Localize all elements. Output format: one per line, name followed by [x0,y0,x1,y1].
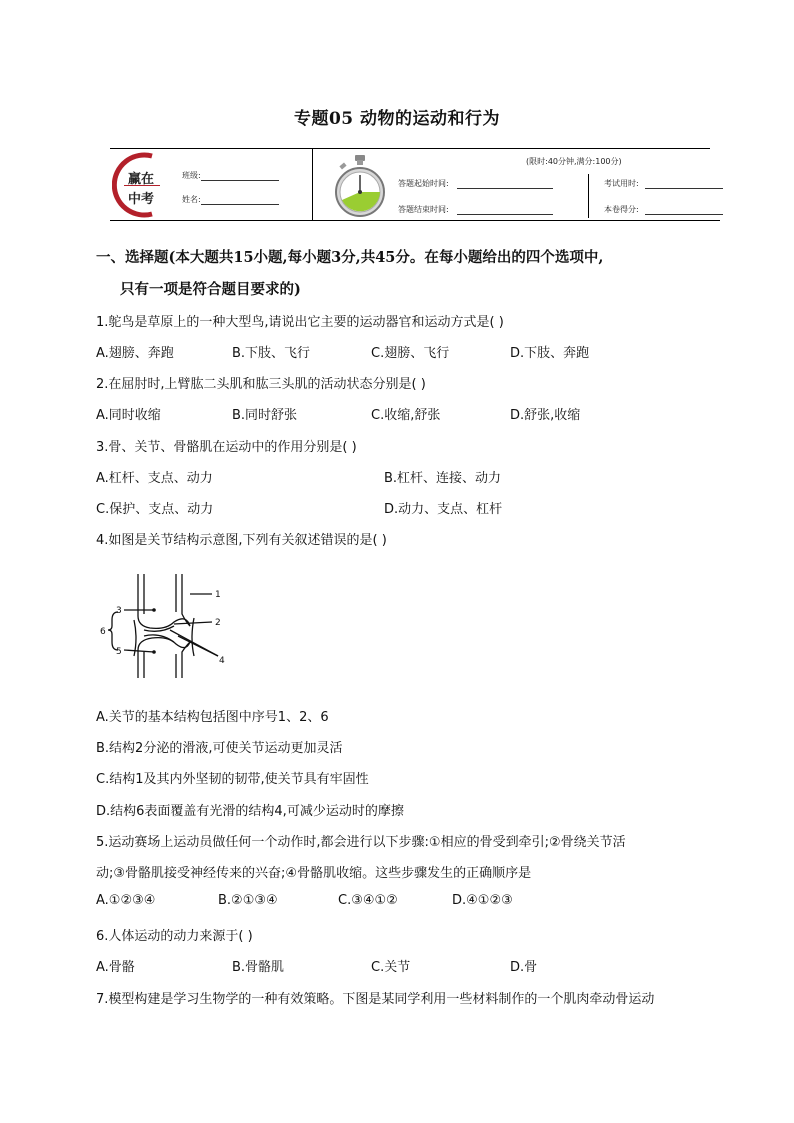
q3-stem: 3.骨、关节、骨骼肌在运动中的作用分别是( ) [96,440,357,455]
diagram-label-4: 4 [219,656,225,666]
start-time-field [398,178,553,189]
q2-option-b[interactable]: B.同时舒张 [232,408,298,423]
name-field [182,194,279,205]
q5-option-c[interactable]: C.③④①② [338,893,398,908]
exam-time-field [604,178,723,189]
score-label: 本卷得分: [604,205,639,214]
name-blank[interactable] [201,195,279,205]
q4-stem: 4.如图是关节结构示意图,下列有关叙述错误的是( ) [96,533,387,548]
q3-option-c[interactable]: C.保护、支点、动力 [96,502,214,517]
logo-text-top: 赢在 [128,172,155,187]
q5-option-d[interactable]: D.④①②③ [452,893,513,908]
start-time-blank[interactable] [457,179,553,189]
q5-stem-line2: 动;③骨骼肌接受神经传来的兴奋;④骨骼肌收缩。这些步骤发生的正确顺序是 [96,866,532,881]
stopwatch-icon [332,154,388,218]
q3-option-a[interactable]: A.杠杆、支点、动力 [96,471,213,486]
score-field [604,204,723,215]
q1-option-c[interactable]: C.翅膀、飞行 [371,346,450,361]
time-limit: (限时:40分钟,满分:100分) [526,157,622,166]
end-time-label: 答题结束时间: [398,205,449,214]
q3-option-d[interactable]: D.动力、支点、杠杆 [384,502,503,517]
q6-stem: 6.人体运动的动力来源于( ) [96,929,253,944]
diagram-label-5: 5 [116,647,122,657]
name-label: 姓名: [182,195,201,204]
q6-option-c[interactable]: C.关节 [371,960,411,975]
class-blank[interactable] [201,171,279,181]
q4-option-a[interactable]: A.关节的基本结构包括图中序号1、2、6 [96,710,329,725]
q4-option-b[interactable]: B.结构2分泌的滑液,可使关节运动更加灵活 [96,741,343,756]
q1-option-a[interactable]: A.翅膀、奔跑 [96,346,174,361]
class-label: 班级: [182,171,201,180]
q3-option-b[interactable]: B.杠杆、连接、动力 [384,471,502,486]
q7-stem: 7.模型构建是学习生物学的一种有效策略。下图是某同学利用一些材料制作的一个肌肉牵动骨运动 [96,992,655,1007]
section-heading-cont: 只有一项是符合题目要求的) [120,281,301,298]
header-top-rule [110,148,710,149]
q6-option-d[interactable]: D.骨 [510,960,538,975]
exam-time-blank[interactable] [645,179,723,189]
header-bottom-rule [110,220,720,221]
q5-stem-line1: 5.运动赛场上运动员做任何一个动作时,都会进行以下步骤:①相应的骨受到牵引;②骨绕关节活 [96,835,626,850]
q6-option-b[interactable]: B.骨骼肌 [232,960,285,975]
joint-diagram [98,572,238,682]
exam-time-label: 考试用时: [604,179,639,188]
q4-option-d[interactable]: D.结构6表面覆盖有光滑的结构4,可减少运动时的摩擦 [96,804,404,819]
q4-option-c[interactable]: C.结构1及其内外坚韧的韧带,使关节具有牢固性 [96,772,369,787]
start-time-label: 答题起始时间: [398,179,449,188]
q1-option-b[interactable]: B.下肢、飞行 [232,346,311,361]
page-title: 专题05 动物的运动和行为 [293,109,501,129]
q2-option-d[interactable]: D.舒张,收缩 [510,408,581,423]
end-time-field [398,204,553,215]
exam-header [110,148,732,222]
q1-stem: 1.鸵鸟是草原上的一种大型鸟,请说出它主要的运动器官和运动方式是( ) [96,315,504,330]
q2-stem: 2.在屈肘时,上臂肱二头肌和肱三头肌的活动状态分别是( ) [96,377,426,392]
class-field [182,170,279,181]
logo-divider [124,185,160,186]
q5-option-a[interactable]: A.①②③④ [96,893,156,908]
q6-option-a[interactable]: A.骨骼 [96,960,135,975]
diagram-label-2: 2 [215,618,221,628]
q1-option-d[interactable]: D.下肢、奔跑 [510,346,590,361]
q5-option-b[interactable]: B.②①③④ [218,893,278,908]
section-heading: 一、选择题(本大题共15小题,每小题3分,共45分。在每小题给出的四个选项中, [96,249,604,266]
logo-text-bottom: 中考 [128,192,155,207]
diagram-label-1: 1 [215,590,221,600]
diagram-label-6: 6 [100,627,106,637]
q2-option-a[interactable]: A.同时收缩 [96,408,161,423]
header-divider [312,148,313,220]
end-time-blank[interactable] [457,205,553,215]
diagram-label-3: 3 [116,606,122,616]
q2-option-c[interactable]: C.收缩,舒张 [371,408,441,423]
score-blank[interactable] [645,205,723,215]
header-divider-right [588,174,589,218]
